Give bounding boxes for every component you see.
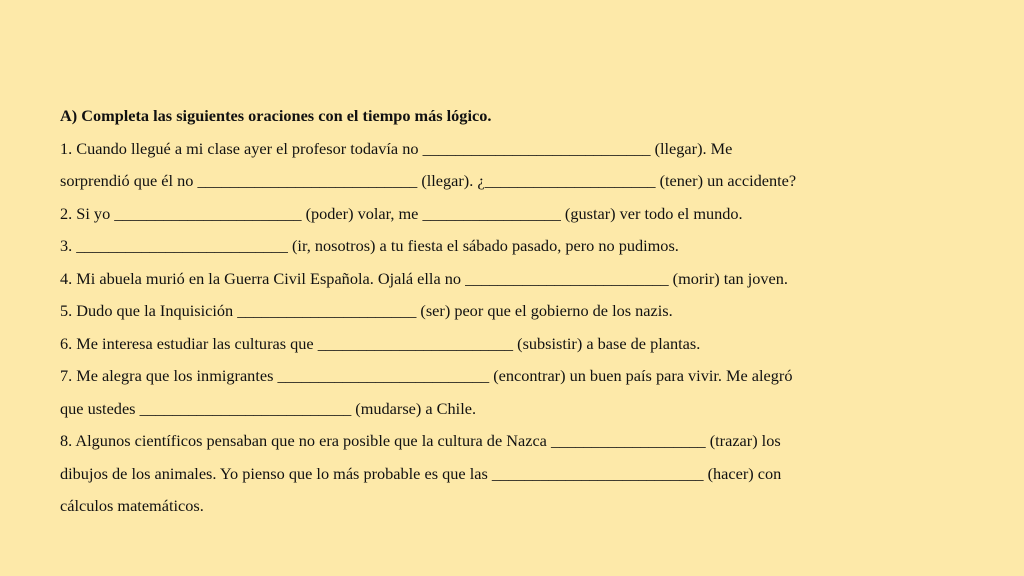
text-line-6: 5. Dudo que la Inquisición ______________________ (ser) peor que el gobierno de los nazis. bbox=[60, 301, 673, 320]
text-line-9: que ustedes __________________________ (mudarse) a Chile. bbox=[60, 398, 477, 418]
text-line-3: 2. Si yo _______________________ (poder) volar, me _________________ (gustar) ver todo el mundo. bbox=[60, 203, 743, 223]
text-line-8: 7. Me alegra que los inmigrantes __________________________ (encontrar) un buen país para vivir. Me alegró bbox=[60, 366, 793, 385]
text-line-10: 8. Algunos científicos pensaban que no era posible que la cultura de Nazca ___________________ (trazar) los bbox=[60, 431, 781, 450]
exercise-heading: A) Completa las siguientes oraciones con el tiempo más lógico. bbox=[60, 106, 492, 125]
text-line-5: 4. Mi abuela murió en la Guerra Civil Española. Ojalá ella no _________________________ (morir) tan joven. bbox=[60, 268, 788, 288]
text-line-1: 1. Cuando llegué a mi clase ayer el profesor todavía no ____________________________ (llegar). Me bbox=[60, 138, 733, 158]
text-line-7: 6. Me interesa estudiar las culturas que ________________________ (subsistir) a base de plantas. bbox=[60, 333, 701, 353]
text-line-2: sorprendió que él no ___________________________ (llegar). ¿_____________________ (tener) un accidente? bbox=[60, 171, 797, 190]
text-line-4: 3. __________________________ (ir, nosotros) a tu fiesta el sábado pasado, pero no pudimos. bbox=[60, 236, 679, 255]
exercise-text bbox=[60, 100, 960, 523]
text-line-11: dibujos de los animales. Yo pienso que lo más probable es que las __________________________ (hacer) con bbox=[60, 463, 782, 483]
text-line-12: cálculos matemáticos. bbox=[60, 496, 204, 515]
